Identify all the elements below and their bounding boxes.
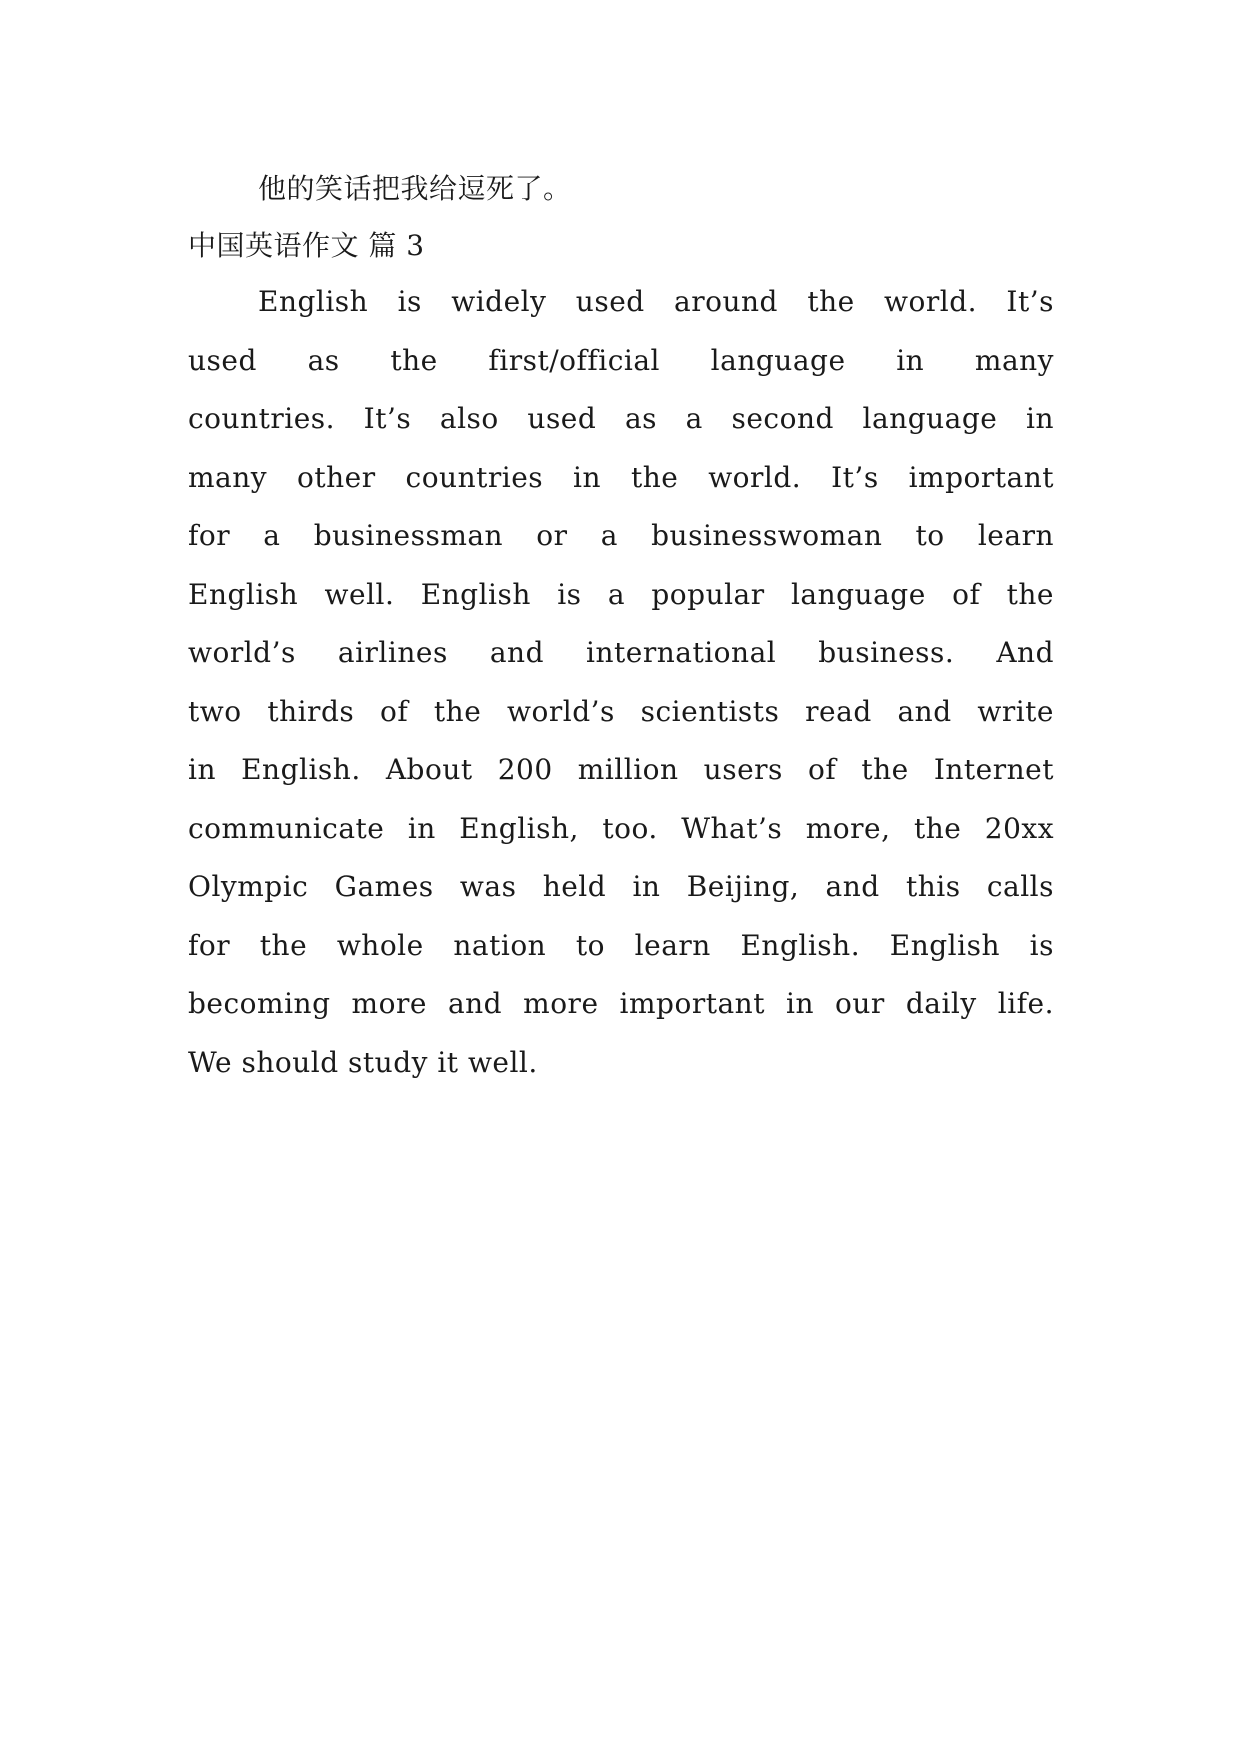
essay-line: used as the first/official language in many	[188, 343, 1054, 377]
essay-line: communicate in English, too. What’s more, the 20xx	[188, 811, 1054, 845]
intro-paragraph	[188, 160, 1054, 219]
essay-line: in English. About 200 million users of the Internet	[188, 753, 1054, 786]
essay-heading-block	[188, 217, 1054, 276]
intro-line: 他的笑话把我给逗死了。	[258, 172, 572, 205]
essay-line: English well. English is a popular language of the	[188, 577, 1054, 611]
essay-line: world’s airlines and international business. And	[188, 636, 1054, 669]
essay-paragraph	[188, 273, 1054, 1092]
essay-line: for a businessman or a businesswoman to learn	[188, 519, 1054, 552]
essay-line: countries. It’s also used as a second language in	[188, 402, 1054, 435]
essay-line-last: We should study it well.	[188, 1045, 538, 1079]
essay-line: for the whole nation to learn English. English is	[188, 928, 1054, 962]
essay-line: becoming more and more important in our daily life.	[188, 987, 1054, 1020]
essay-line: English is widely used around the world. It’s	[258, 285, 1054, 318]
essay-line: two thirds of the world’s scientists read and write	[188, 694, 1054, 728]
essay-line: Olympic Games was held in Beijing, and this calls	[188, 870, 1054, 903]
essay-heading: 中国英语作文 篇 3	[188, 229, 425, 262]
essay-line: many other countries in the world. It’s important	[188, 460, 1054, 494]
